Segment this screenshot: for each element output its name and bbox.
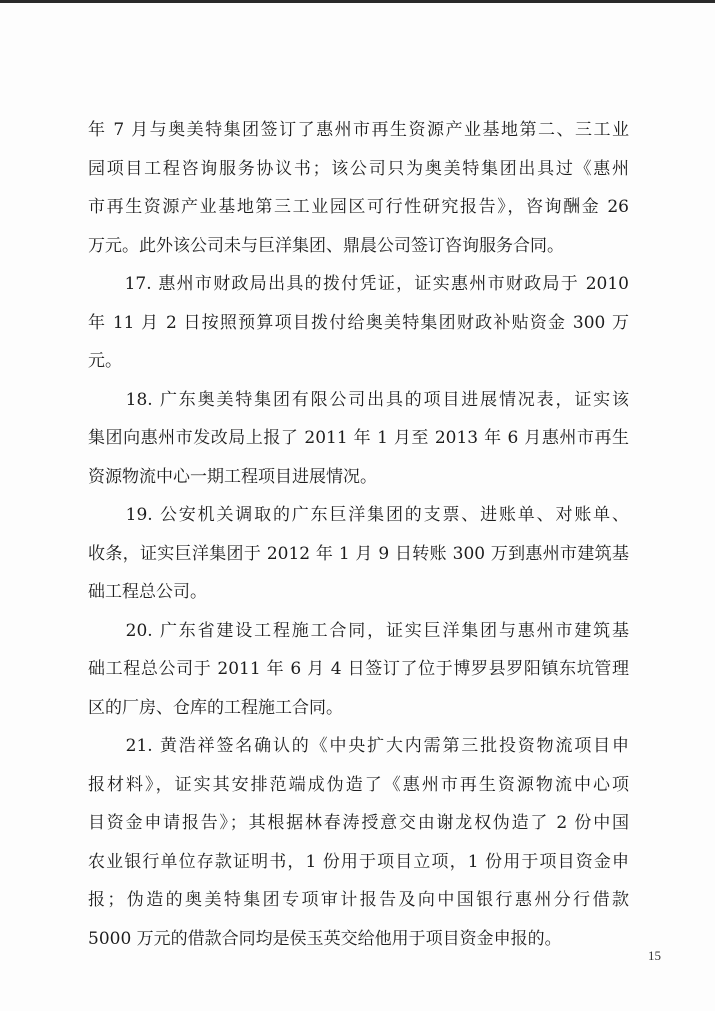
text-line: 础工程总公司于 2011 年 6 月 4 日签订了位于博罗县罗阳镇东坑管理 (88, 659, 629, 679)
text-line: 园项目工程咨询服务协议书；该公司只为奥美特集团出具过《惠州 (88, 158, 629, 179)
text-line: 元。 (88, 351, 122, 371)
text-line: 5000 万元的借款合同均是侯玉英交给他用于项目资金申报的。 (88, 928, 562, 949)
text-line: 资源物流中心一期工程项目进展情况。 (88, 466, 377, 487)
text-line: 市再生资源产业基地第三工业园区可行性研究报告》，咨询酬金 26 (88, 197, 629, 217)
document-body (88, 117, 629, 964)
text-line: 区的厂房、仓库的工程施工合同。 (88, 697, 343, 718)
text-line: 21. 黄浩祥签名确认的《中央扩大内需第三批投资物流项目申 (88, 736, 629, 756)
text-line: 19. 公安机关调取的广东巨洋集团的支票、进账单、对账单、 (88, 505, 629, 525)
text-line: 农业银行单位存款证明书，1 份用于项目立项，1 份用于项目资金申 (88, 851, 629, 872)
text-line: 报材料》，证实其安排范端成伪造了《惠州市再生资源物流中心项 (88, 774, 629, 795)
text-line: 收条，证实巨洋集团于 2012 年 1 月 9 日转账 300 万到惠州市建筑基 (88, 543, 629, 564)
text-line: 报；伪造的奥美特集团专项审计报告及向中国银行惠州分行借款 (88, 890, 629, 910)
text-line: 集团向惠州市发改局上报了 2011 年 1 月至 2013 年 6 月惠州市再生 (88, 428, 629, 448)
text-line: 17. 惠州市财政局出具的拨付凭证，证实惠州市财政局于 2010 (88, 274, 629, 294)
text-line: 万元。此外该公司未与巨洋集团、鼎晨公司签订咨询服务合同。 (88, 235, 564, 256)
text-line: 础工程总公司。 (88, 582, 207, 602)
page-number: 15 (648, 948, 661, 963)
text-line: 目资金申请报告》；其根据林春涛授意交由谢龙权伪造了 2 份中国 (88, 813, 629, 833)
text-line: 18. 广东奥美特集团有限公司出具的项目进展情况表，证实该 (88, 389, 629, 410)
scan-edge (0, 0, 715, 3)
text-line: 年 7 月与奥美特集团签订了惠州市再生资源产业基地第二、三工业 (88, 120, 629, 140)
text-line: 20. 广东省建设工程施工合同，证实巨洋集团与惠州市建筑基 (88, 620, 629, 641)
text-line: 年 11 月 2 日按照预算项目拨付给奥美特集团财政补贴资金 300 万 (88, 312, 629, 333)
